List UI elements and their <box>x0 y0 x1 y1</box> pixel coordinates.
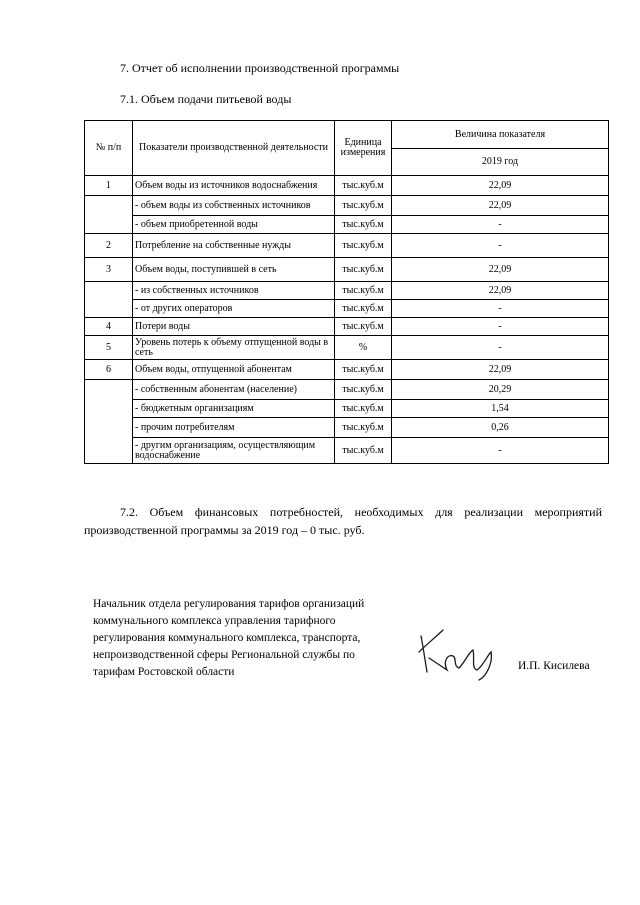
table-row <box>85 418 609 438</box>
indicator-name: Объем воды из источников водоснабжения <box>133 176 335 196</box>
header-unit: Единица измерения <box>335 121 392 176</box>
position-line: непроизводственной сферы Региональной службы по <box>93 649 355 661</box>
value-cell: 0,26 <box>392 418 609 438</box>
unit-cell: тыс.куб.м <box>335 216 392 234</box>
indicator-name: - бюджетным организациям <box>133 400 335 418</box>
section-heading: 7. Отчет об исполнении производственной программы <box>120 61 400 75</box>
position-line: тарифам Ростовской области <box>93 666 235 678</box>
unit-cell: тыс.куб.м <box>335 234 392 258</box>
indicator-name: - из собственных источников <box>133 282 335 300</box>
unit-cell: тыс.куб.м <box>335 438 392 464</box>
value-cell: 22,09 <box>392 282 609 300</box>
row-number: 2 <box>85 234 133 258</box>
table-row <box>85 282 609 300</box>
indicator-name: Уровень потерь к объему отпущенной воды в сеть <box>133 336 335 360</box>
row-number <box>85 380 133 464</box>
header-num: № п/п <box>85 121 133 176</box>
unit-cell: тыс.куб.м <box>335 318 392 336</box>
value-cell: - <box>392 318 609 336</box>
table-row <box>85 380 609 400</box>
indicator-name: - от других операторов <box>133 300 335 318</box>
position-line: коммунального комплекса управления тарифного <box>93 615 336 627</box>
value-cell: - <box>392 438 609 464</box>
value-cell: 22,09 <box>392 360 609 380</box>
unit-cell: тыс.куб.м <box>335 176 392 196</box>
row-number: 5 <box>85 336 133 360</box>
indicator-name: Потребление на собственные нужды <box>133 234 335 258</box>
indicator-name: Потери воды <box>133 318 335 336</box>
header-year: 2019 год <box>392 149 609 176</box>
indicator-name: - другим организациям, осуществляющим водоснабжение <box>133 438 335 464</box>
table-row <box>85 300 609 318</box>
row-number <box>85 196 133 234</box>
value-cell: 1,54 <box>392 400 609 418</box>
position-line: регулирования коммунального комплекса, транспорта, <box>93 632 361 644</box>
row-number: 4 <box>85 318 133 336</box>
financial-needs-paragraph <box>84 503 602 539</box>
row-number: 3 <box>85 258 133 282</box>
indicator-name: Объем воды, отпущенной абонентам <box>133 360 335 380</box>
indicator-name: - объем воды из собственных источников <box>133 196 335 216</box>
header-indicator: Показатели производственной деятельности <box>133 121 335 176</box>
table-row <box>85 216 609 234</box>
table-row <box>85 234 609 258</box>
subsection-heading: 7.1. Объем подачи питьевой воды <box>120 92 292 106</box>
value-cell: 22,09 <box>392 258 609 282</box>
row-number <box>85 282 133 318</box>
unit-cell: тыс.куб.м <box>335 258 392 282</box>
value-cell: - <box>392 234 609 258</box>
table-row <box>85 318 609 336</box>
value-cell: - <box>392 336 609 360</box>
unit-cell: % <box>335 336 392 360</box>
table-row <box>85 400 609 418</box>
unit-cell: тыс.куб.м <box>335 360 392 380</box>
row-number: 6 <box>85 360 133 380</box>
water-supply-table <box>84 120 609 464</box>
table-row <box>85 360 609 380</box>
signatory-name: И.П. Кисилева <box>518 660 590 672</box>
unit-cell: тыс.куб.м <box>335 300 392 318</box>
paragraph-line-1: 7.2. Объем финансовых потребностей, необходимых для реализации мероприятий <box>120 505 602 519</box>
position-line: Начальник отдела регулирования тарифов организаций <box>93 598 365 610</box>
unit-cell: тыс.куб.м <box>335 400 392 418</box>
value-cell: - <box>392 216 609 234</box>
handwritten-signature <box>413 622 503 682</box>
table-row <box>85 258 609 282</box>
unit-cell: тыс.куб.м <box>335 418 392 438</box>
table-row <box>85 196 609 216</box>
table-row <box>85 336 609 360</box>
value-cell: 20,29 <box>392 380 609 400</box>
row-number: 1 <box>85 176 133 196</box>
indicator-name: - объем приобретенной воды <box>133 216 335 234</box>
indicator-name: - собственным абонентам (население) <box>133 380 335 400</box>
value-cell: - <box>392 300 609 318</box>
unit-cell: тыс.куб.м <box>335 282 392 300</box>
indicator-name: - прочим потребителям <box>133 418 335 438</box>
paragraph-line-2: производственной программы за 2019 год – 0 тыс. руб. <box>84 523 365 537</box>
signatory-position <box>93 596 413 681</box>
unit-cell: тыс.куб.м <box>335 380 392 400</box>
value-cell: 22,09 <box>392 176 609 196</box>
table-row <box>85 176 609 196</box>
unit-cell: тыс.куб.м <box>335 196 392 216</box>
indicator-name: Объем воды, поступившей в сеть <box>133 258 335 282</box>
table-row <box>85 438 609 464</box>
header-value: Величина показателя <box>392 121 609 149</box>
value-cell: 22,09 <box>392 196 609 216</box>
